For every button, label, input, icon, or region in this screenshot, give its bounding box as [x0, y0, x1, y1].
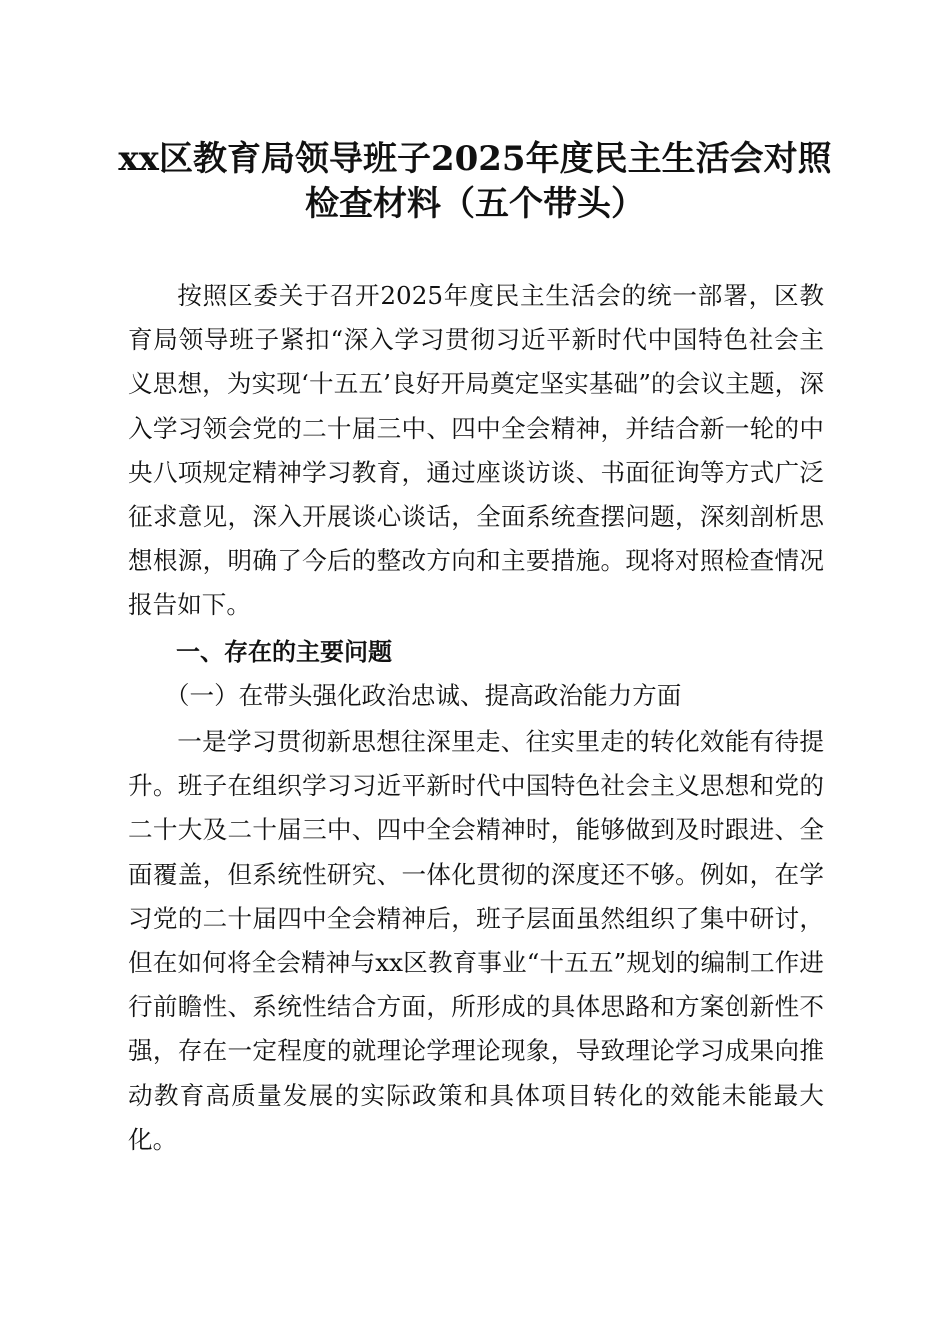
- intro-paragraph: 按照区委关于召开2025年度民主生活会的统一部署，区教育局领导班子紧扣“深入学习贯彻习近平新时代中国特色社会主义思想，为实现‘十五五’良好开局奠定坚实基础”的会议主题，深入学习领会党的二十届三中、四中全会精神，并结合新一轮的中央八项规定精神学习教育，通过座谈访谈、书面征询等方式广泛征求意见，深入开展谈心谈话，全面系统查摆问题，深刻剖析思想根源，明确了今后的整改方向和主要措施。现将对照检查情况报告如下。: [128, 281, 824, 620]
- document-body: [128, 274, 824, 1162]
- document-title: xx区教育局领导班子2025年度民主生活会对照检查材料（五个带头）: [118, 139, 832, 224]
- section-heading: 一、存在的主要问题: [176, 637, 392, 666]
- point-paragraph: 一是学习贯彻新思想往深里走、往实里走的转化效能有待提升。班子在组织学习习近平新时代中国特色社会主义思想和党的二十大及二十届三中、四中全会精神时，能够做到及时跟进、全面覆盖，但系统性研究、一体化贯彻的深度还不够。例如，在学习党的二十届四中全会精神后，班子层面虽然组织了集中研讨，但在如何将全会精神与xx区教育事业“十五五”规划的编制工作进行前瞻性、系统性结合方面，所形成的具体思路和方案创新性不强，存在一定程度的就理论学理论现象，导致理论学习成果向推动教育高质量发展的实际政策和具体项目转化的效能未能最大化。: [128, 727, 824, 1154]
- subsection-heading: （一）在带头强化政治忠诚、提高政治能力方面: [164, 680, 682, 710]
